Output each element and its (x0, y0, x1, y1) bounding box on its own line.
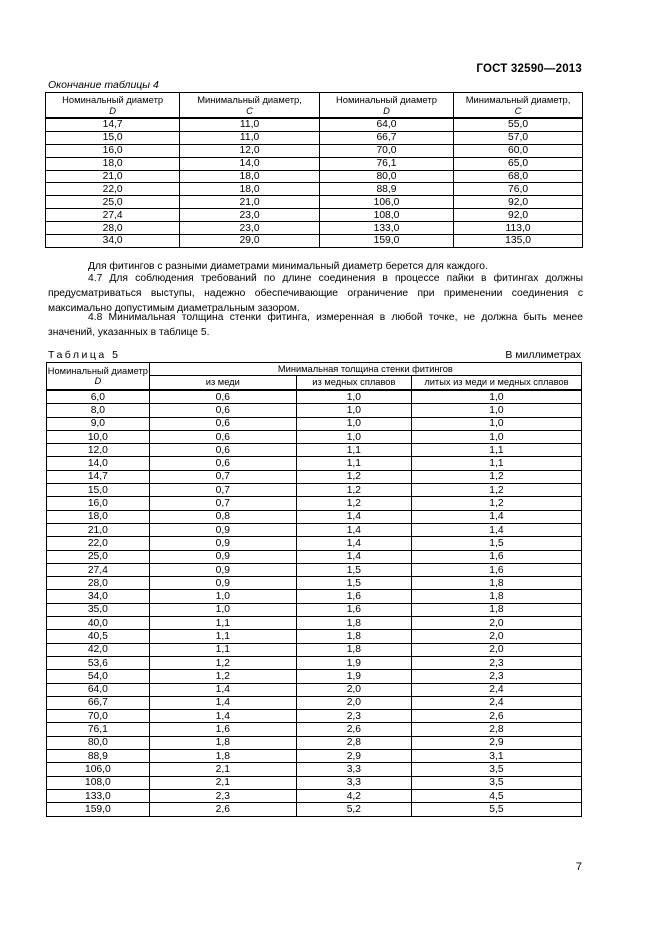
table5-units: В миллиметрах (505, 349, 581, 361)
table5-row-cell: 76,1 (47, 723, 150, 736)
table5-header-group: Минимальная толщина стенки фитингов (149, 363, 581, 376)
table5-row-cell: 53,6 (47, 656, 150, 669)
table5-row-cell: 4,2 (296, 789, 411, 802)
table5-row-cell: 0,9 (149, 563, 296, 576)
table4-row-cell: 113,0 (454, 222, 583, 235)
table5-row (47, 670, 582, 683)
table5-row-cell: 5,2 (296, 803, 411, 816)
table5-row-cell: 2,1 (149, 776, 296, 789)
table5-row-cell: 2,0 (411, 643, 581, 656)
table5-row-cell: 1,9 (296, 670, 411, 683)
table4-row (46, 235, 583, 248)
table5-row-cell: 1,1 (149, 630, 296, 643)
table5-row-cell: 1,2 (149, 656, 296, 669)
table5-row-cell: 0,7 (149, 497, 296, 510)
table5-row-cell: 2,0 (296, 683, 411, 696)
table4-row-cell: 22,0 (46, 183, 180, 196)
table5-row-cell: 0,6 (149, 417, 296, 430)
table5-row (47, 550, 582, 563)
table5-row-cell: 1,0 (296, 404, 411, 417)
table5-row-cell: 1,9 (296, 656, 411, 669)
table4-row-cell: 11,0 (180, 131, 320, 144)
table5-row-cell: 0,6 (149, 430, 296, 443)
table5-row-cell: 3,1 (411, 750, 581, 763)
table5-row-cell: 2,3 (411, 656, 581, 669)
table5-row-cell: 2,0 (411, 630, 581, 643)
table5-row-cell: 1,6 (411, 563, 581, 576)
table4-row-cell: 34,0 (46, 235, 180, 248)
table4-header-cell: Минимальный диаметр, C (454, 93, 583, 119)
table4-row-cell: 80,0 (319, 170, 453, 183)
table5-row (47, 656, 582, 669)
table5-row (47, 617, 582, 630)
table5-row-cell: 1,2 (411, 484, 581, 497)
table4-row-cell: 12,0 (180, 144, 320, 157)
table4-row-cell: 92,0 (454, 209, 583, 222)
table5-row-cell: 3,5 (411, 763, 581, 776)
table5-row-cell: 66,7 (47, 696, 150, 709)
table5-row (47, 537, 582, 550)
table5-row (47, 577, 582, 590)
table5-row (47, 643, 582, 656)
table4-row (46, 118, 583, 131)
table5-row (47, 710, 582, 723)
table5-row-cell: 1,8 (149, 736, 296, 749)
standard-number: ГОСТ 32590—2013 (476, 63, 582, 75)
table5-row-cell: 1,8 (296, 617, 411, 630)
table5-row-cell: 1,4 (149, 696, 296, 709)
table5-row-cell: 2,0 (411, 617, 581, 630)
table5-row (47, 789, 582, 802)
table5-row-cell: 1,2 (411, 497, 581, 510)
table5-row-cell: 35,0 (47, 603, 150, 616)
table5-row-cell: 5,5 (411, 803, 581, 816)
table5-row-cell: 1,6 (296, 603, 411, 616)
table5-row-cell: 1,6 (296, 590, 411, 603)
table4-row-cell: 76,0 (454, 183, 583, 196)
table4-header-row (46, 93, 583, 119)
table4-row (46, 170, 583, 183)
table5-row (47, 430, 582, 443)
table5-row-cell: 14,7 (47, 470, 150, 483)
table5-row-cell: 1,6 (149, 723, 296, 736)
table5-caption: Таблица 5 (48, 349, 121, 361)
table4-row-cell: 76,1 (319, 157, 453, 170)
table5-row (47, 444, 582, 457)
table5-header-diameter: Номинальный диаметр D (47, 363, 150, 391)
table5-row (47, 563, 582, 576)
table4-row-cell: 28,0 (46, 222, 180, 235)
table5-row (47, 523, 582, 536)
paragraph-4-8: 4.8 Минимальная толщина стенки фитинга, измеренная в любой точке, не должна быть менее значений, указанных в таблице 5. (48, 312, 583, 338)
table5-row-cell: 1,0 (411, 430, 581, 443)
table5-row (47, 736, 582, 749)
table5-row-cell: 1,2 (411, 470, 581, 483)
table5-row-cell: 2,3 (296, 710, 411, 723)
table5-row-cell: 1,6 (411, 550, 581, 563)
table4-row-cell: 11,0 (180, 118, 320, 131)
table5-row-cell: 1,0 (296, 430, 411, 443)
table4-row-cell: 92,0 (454, 196, 583, 209)
table5-row-cell: 159,0 (47, 803, 150, 816)
table4-row-cell: 55,0 (454, 118, 583, 131)
table5-row-cell: 88,9 (47, 750, 150, 763)
table5-row-cell: 1,5 (296, 563, 411, 576)
table5-row-cell: 1,2 (149, 670, 296, 683)
paragraph-4-7: 4.7 Для соблюдения требований по длине соединения в процессе пайки в фитингах должны предусматриваться выступы, надежно обеспечивающие ограничение при применении соединения с максимально допустимым диаметральным зазором. (48, 273, 583, 314)
table5-row-cell: 9,0 (47, 417, 150, 430)
table5-row-cell: 2,8 (296, 736, 411, 749)
table5-subheader-cast: литых из меди и медных сплавов (411, 376, 581, 390)
table5-row-cell: 1,4 (296, 523, 411, 536)
table4-row-cell: 68,0 (454, 170, 583, 183)
page-number: 7 (575, 861, 582, 873)
table5-row-cell: 6,0 (47, 390, 150, 404)
table5-row-cell: 1,0 (411, 417, 581, 430)
table4-row-cell: 18,0 (46, 157, 180, 170)
table5-row-cell: 1,1 (411, 457, 581, 470)
table5-row-cell: 1,0 (149, 603, 296, 616)
table5-row-cell: 1,8 (149, 750, 296, 763)
table5-row-cell: 0,9 (149, 577, 296, 590)
table4-row (46, 144, 583, 157)
table5-row-cell: 1,4 (411, 523, 581, 536)
table5-row-cell: 1,0 (296, 390, 411, 404)
table4-row-cell: 57,0 (454, 131, 583, 144)
table5-row-cell: 1,0 (411, 404, 581, 417)
table5-row (47, 776, 582, 789)
table5-row (47, 750, 582, 763)
table5-row-cell: 0,7 (149, 484, 296, 497)
table5-row (47, 417, 582, 430)
table5-row-cell: 40,0 (47, 617, 150, 630)
table5-row-cell: 2,9 (411, 736, 581, 749)
table4-row-cell: 21,0 (180, 196, 320, 209)
table5-row-cell: 1,2 (296, 497, 411, 510)
table5-row-cell: 25,0 (47, 550, 150, 563)
table5-row-cell: 1,1 (411, 444, 581, 457)
table4-row-cell: 29,0 (180, 235, 320, 248)
table5-subheader-alloys: из медных сплавов (296, 376, 411, 390)
table5-subheader-copper: из меди (149, 376, 296, 390)
table5-row-cell: 1,5 (411, 537, 581, 550)
table5-row-cell: 2,6 (411, 710, 581, 723)
table4-header-cell: Минимальный диаметр, C (180, 93, 320, 119)
table4-row (46, 222, 583, 235)
table5-row (47, 723, 582, 736)
table5-row (47, 763, 582, 776)
table5-row-cell: 64,0 (47, 683, 150, 696)
table5-row-cell: 8,0 (47, 404, 150, 417)
table4-row-cell: 106,0 (319, 196, 453, 209)
table5-row-cell: 3,5 (411, 776, 581, 789)
table4-row-cell: 21,0 (46, 170, 180, 183)
table5-row-cell: 22,0 (47, 537, 150, 550)
table5-row-cell: 28,0 (47, 577, 150, 590)
table4-row-cell: 135,0 (454, 235, 583, 248)
table5-row-cell: 1,4 (296, 550, 411, 563)
table4-row (46, 157, 583, 170)
table5-row-cell: 133,0 (47, 789, 150, 802)
table5-body (47, 390, 582, 816)
table4-row-cell: 23,0 (180, 222, 320, 235)
table4-header-cell: Номинальный диаметр D (319, 93, 453, 119)
table4-row-cell: 14,0 (180, 157, 320, 170)
table5-row-cell: 15,0 (47, 484, 150, 497)
table5-row-cell: 0,9 (149, 523, 296, 536)
table5-row-cell: 2,9 (296, 750, 411, 763)
table5-row-cell: 1,8 (411, 577, 581, 590)
table5-row-cell: 106,0 (47, 763, 150, 776)
table5-row (47, 696, 582, 709)
table5-row-cell: 3,3 (296, 776, 411, 789)
table5-row-cell: 2,8 (411, 723, 581, 736)
table5-row (47, 630, 582, 643)
table5-row-cell: 1,0 (149, 590, 296, 603)
table5-row-cell: 1,4 (411, 510, 581, 523)
table5-row (47, 603, 582, 616)
table5-row-cell: 1,8 (411, 590, 581, 603)
table5-row-cell: 4,5 (411, 789, 581, 802)
table4-row-cell: 64,0 (319, 118, 453, 131)
table5-row-cell: 1,8 (296, 630, 411, 643)
table4-row-cell: 16,0 (46, 144, 180, 157)
table5-row-cell: 70,0 (47, 710, 150, 723)
table5-row (47, 803, 582, 816)
table4-header-cell: Номинальный диаметр D (46, 93, 180, 119)
table5-row-cell: 1,0 (296, 417, 411, 430)
table-4 (45, 92, 583, 248)
table5-row-cell: 0,9 (149, 537, 296, 550)
table5-row-cell: 1,4 (149, 683, 296, 696)
table5-row (47, 590, 582, 603)
table5-header-row (47, 363, 582, 376)
table5-row-cell: 1,4 (149, 710, 296, 723)
table5-row-cell: 2,1 (149, 763, 296, 776)
table4-row (46, 196, 583, 209)
table5-row (47, 470, 582, 483)
table4-row-cell: 108,0 (319, 209, 453, 222)
table5-row-cell: 1,1 (296, 444, 411, 457)
table4-body (46, 118, 583, 247)
table4-row-cell: 65,0 (454, 157, 583, 170)
table5-row-cell: 3,3 (296, 763, 411, 776)
table5-row-cell: 42,0 (47, 643, 150, 656)
table4-caption: Окончание таблицы 4 (48, 79, 159, 91)
table5-row-cell: 0,6 (149, 457, 296, 470)
table5-row-cell: 14,0 (47, 457, 150, 470)
table5-row-cell: 0,6 (149, 444, 296, 457)
table4-row-cell: 133,0 (319, 222, 453, 235)
table5-row-cell: 1,1 (149, 617, 296, 630)
table-5 (46, 362, 582, 817)
table5-row-cell: 1,5 (296, 577, 411, 590)
table5-row-cell: 40,5 (47, 630, 150, 643)
table5-row-cell: 2,3 (149, 789, 296, 802)
table5-row-cell: 80,0 (47, 736, 150, 749)
table5-row-cell: 1,0 (411, 390, 581, 404)
table4-row-cell: 23,0 (180, 209, 320, 222)
table5-row-cell: 16,0 (47, 497, 150, 510)
table4-row-cell: 14,7 (46, 118, 180, 131)
table4-row-cell: 60,0 (454, 144, 583, 157)
table5-row-cell: 1,8 (296, 643, 411, 656)
table5-row-cell: 2,0 (296, 696, 411, 709)
table5-row-cell: 2,4 (411, 683, 581, 696)
table5-row-cell: 0,8 (149, 510, 296, 523)
table4-row-cell: 15,0 (46, 131, 180, 144)
table5-row (47, 457, 582, 470)
table5-row-cell: 21,0 (47, 523, 150, 536)
table4-row-cell: 66,7 (319, 131, 453, 144)
table4-row (46, 183, 583, 196)
table5-row-cell: 108,0 (47, 776, 150, 789)
table5-row-cell: 1,2 (296, 470, 411, 483)
table4-row-cell: 18,0 (180, 170, 320, 183)
table5-row-cell: 0,6 (149, 390, 296, 404)
table5-row-cell: 1,2 (296, 484, 411, 497)
table5-row (47, 510, 582, 523)
table5-row-cell: 2,3 (411, 670, 581, 683)
table5-row (47, 683, 582, 696)
table5-row-cell: 1,4 (296, 537, 411, 550)
table4-row-cell: 70,0 (319, 144, 453, 157)
table5-row-cell: 1,4 (296, 510, 411, 523)
table5-row-cell: 0,6 (149, 404, 296, 417)
table5-row-cell: 1,1 (296, 457, 411, 470)
table4-row (46, 209, 583, 222)
table4-row (46, 131, 583, 144)
table4-row-cell: 27,4 (46, 209, 180, 222)
table5-row-cell: 2,6 (296, 723, 411, 736)
table5-row-cell: 1,1 (149, 643, 296, 656)
table5-row (47, 484, 582, 497)
table5-row (47, 390, 582, 404)
table4-row-cell: 18,0 (180, 183, 320, 196)
table5-row-cell: 1,8 (411, 603, 581, 616)
table5-row-cell: 0,7 (149, 470, 296, 483)
table5-row-cell: 34,0 (47, 590, 150, 603)
table5-row-cell: 18,0 (47, 510, 150, 523)
table5-row-cell: 2,4 (411, 696, 581, 709)
table5-row-cell: 10,0 (47, 430, 150, 443)
table4-row-cell: 159,0 (319, 235, 453, 248)
table5-row (47, 497, 582, 510)
table5-row (47, 404, 582, 417)
table5-row-cell: 12,0 (47, 444, 150, 457)
table4-row-cell: 25,0 (46, 196, 180, 209)
table4-row-cell: 88,9 (319, 183, 453, 196)
table5-row-cell: 0,9 (149, 550, 296, 563)
table5-row-cell: 2,6 (149, 803, 296, 816)
table5-row-cell: 54,0 (47, 670, 150, 683)
table5-row-cell: 27,4 (47, 563, 150, 576)
paragraph-diameter-note: Для фитингов с разными диаметрами минимальный диаметр берется для каждого. (88, 261, 488, 272)
